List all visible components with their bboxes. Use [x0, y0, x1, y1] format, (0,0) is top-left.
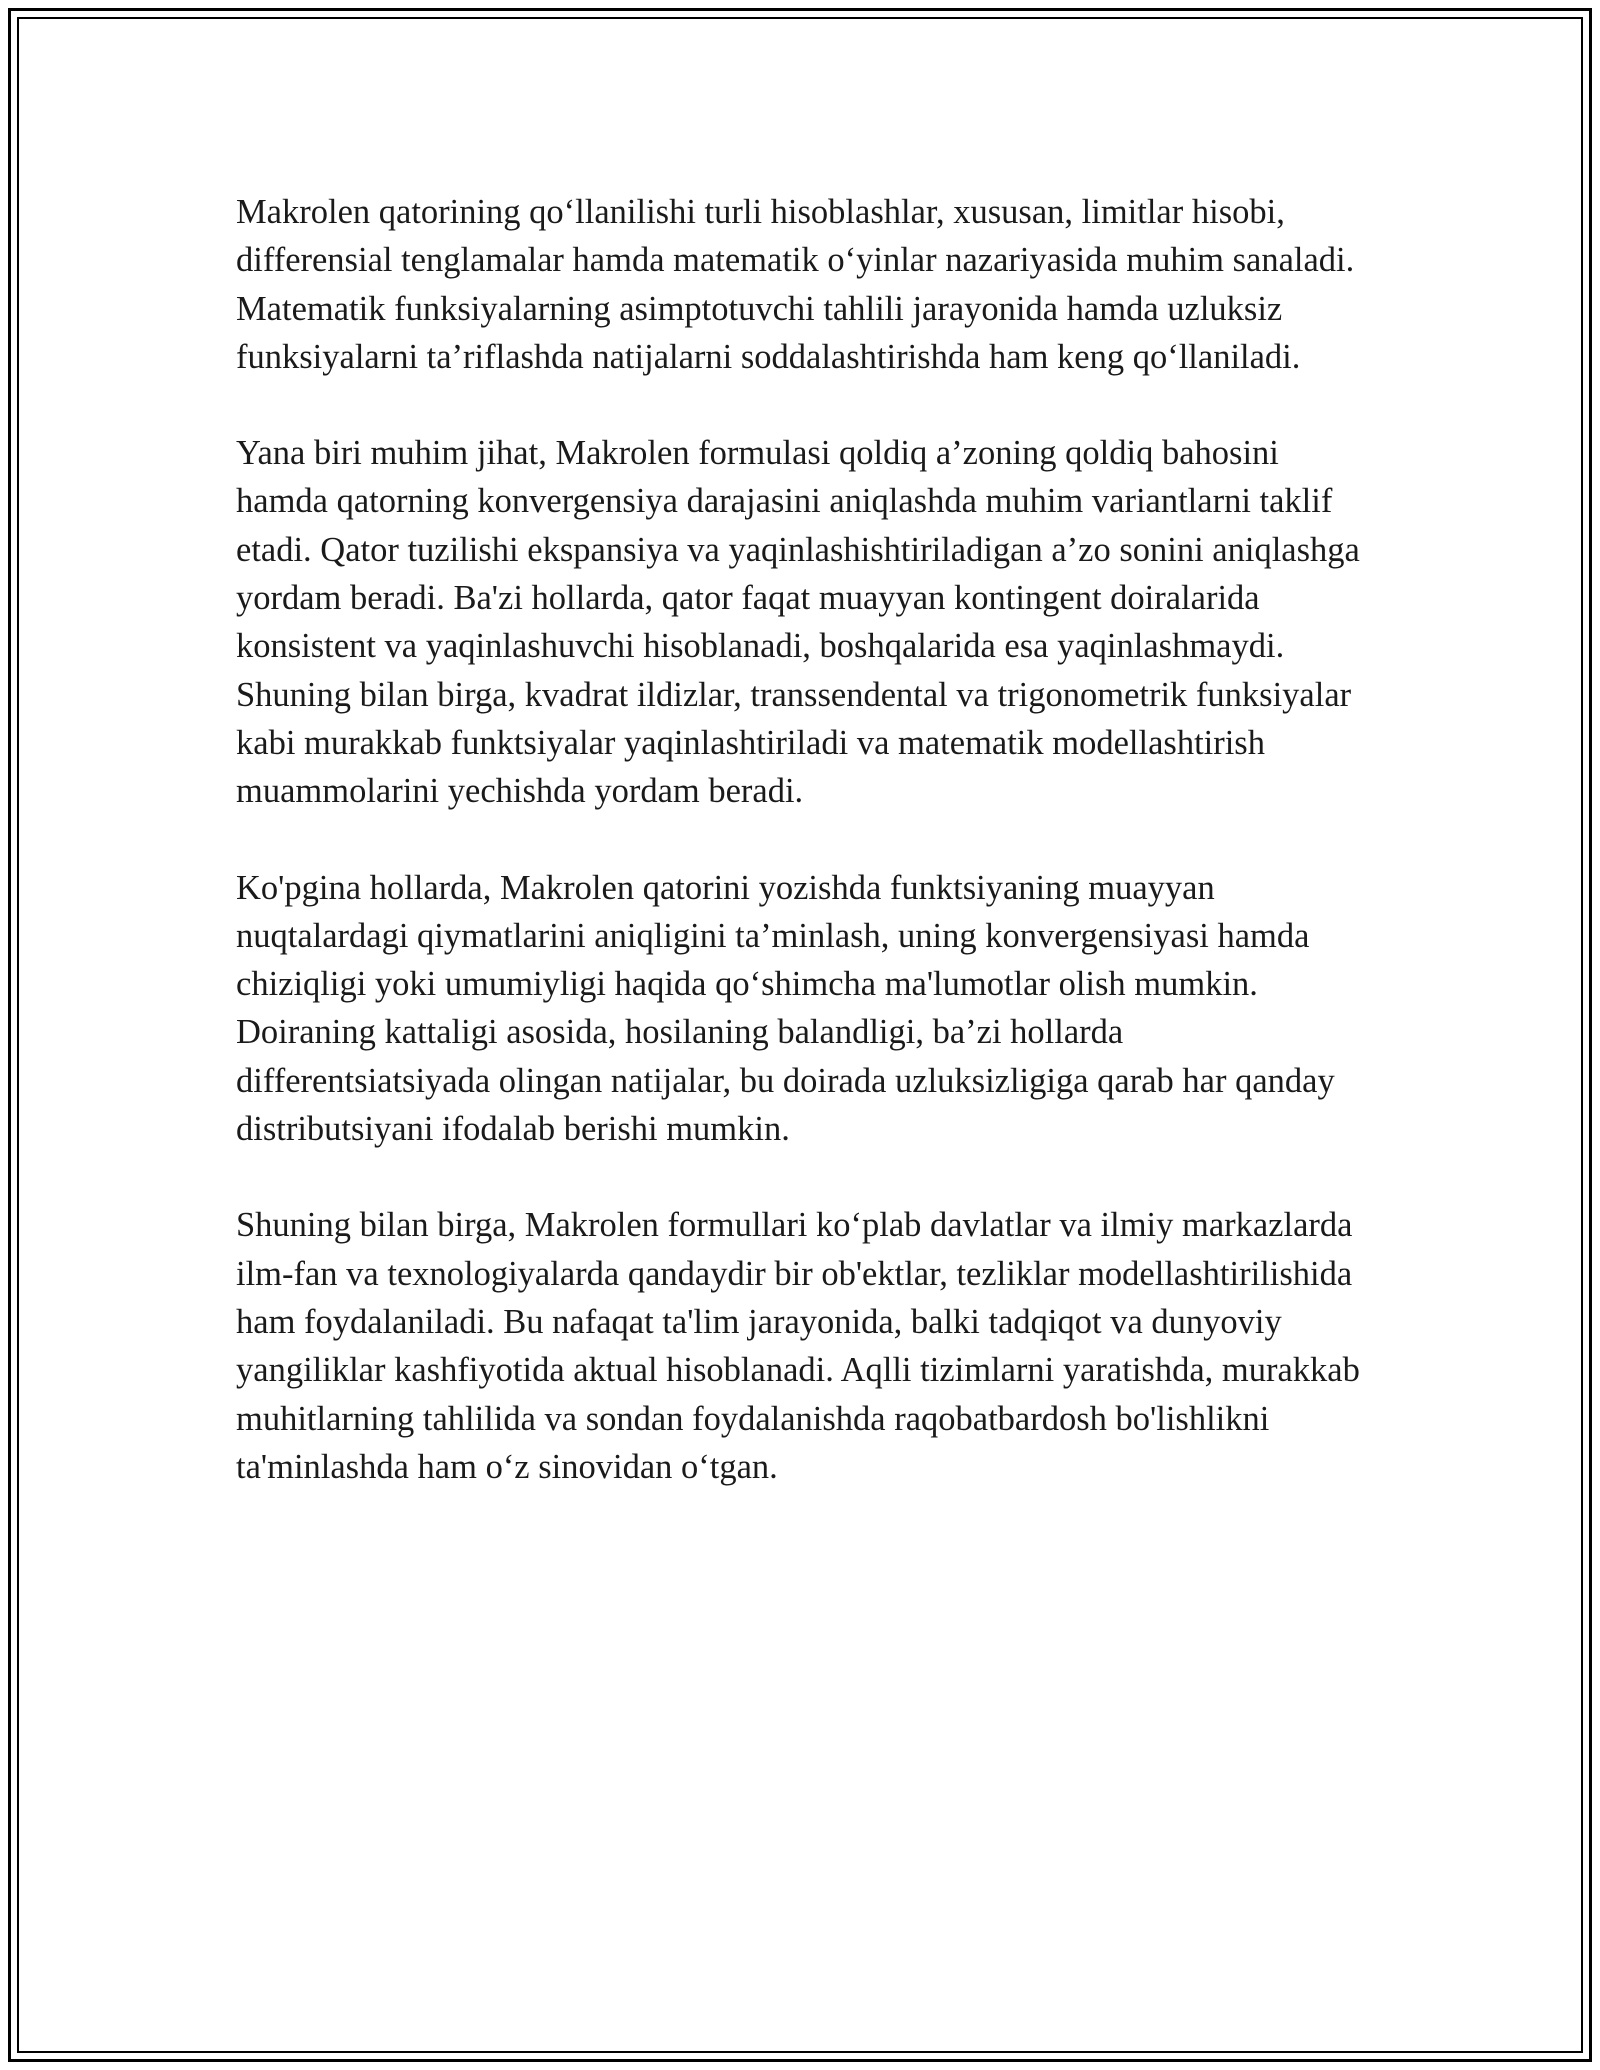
document-body: [236, 188, 1366, 1539]
paragraph-4: Shuning bilan birga, Makrolen formullari ko‘plab davlatlar va ilmiy markazlarda ilm-fan va texnologiyalarda qandaydir bir ob'ektlar, tezliklar modellashtirilishida ham foydalaniladi. Bu nafaqat ta'lim jarayonida, balki tadqiqot va dunyoviy yangiliklar kashfiyotida aktual hisoblanadi. Aqlli tizimlarni yaratishda, murakkab muhitlarning tahlilida va sondan foydalanishda raqobatbardosh bo'lishlikni ta'minlashda ham o‘z sinovidan o‘tgan.: [236, 1206, 1360, 1486]
paragraph-3: Ko'pgina hollarda, Makrolen qatorini yozishda funktsiyaning muayyan nuqtalardagi qiymatlarini aniqligini ta’minlash, uning konvergensiyasi hamda chiziqligi yoki umumiyligi haqida qo‘shimcha ma'lumotlar olish mumkin. Doiraning kattaligi asosida, hosilaning balandligi, ba’zi hollarda differentsiatsiyada olingan natijalar, bu doirada uzluksizligiga qarab har qanday distributsiyani ifodalab berishi mumkin.: [236, 868, 1335, 1149]
paragraph-1: Makrolen qatorining qo‘llanilishi turli hisoblashlar, xususan, limitlar hisobi, differensial tenglamalar hamda matematik o‘yinlar nazariyasida muhim sanaladi. Matematik funksiyalarning asimptotuvchi tahlili jarayonida hamda uzluksiz funksiyalarni ta’riflashda natijalarni soddalashtirishda ham keng qo‘llaniladi.: [236, 193, 1355, 376]
paragraph-2: Yana biri muhim jihat, Makrolen formulasi qoldiq a’zoning qoldiq bahosini hamda qatorning konvergensiya darajasini aniqlashda muhim variantlarni taklif etadi. Qator tuzilishi ekspansiya va yaqinlashishtiriladigan a’zo sonini aniqlashga yordam beradi. Ba'zi hollarda, qator faqat muayyan kontingent doiralarida konsistent va yaqinlashuvchi hisoblanadi, boshqalarida esa yaqinlashmaydi. Shuning bilan birga, kvadrat ildizlar, transsendental va trigonometrik funksiyalar kabi murakkab funktsiyalar yaqinlashtiriladi va matematik modellashtirish muammolarini yechishda yordam beradi.: [236, 434, 1360, 811]
